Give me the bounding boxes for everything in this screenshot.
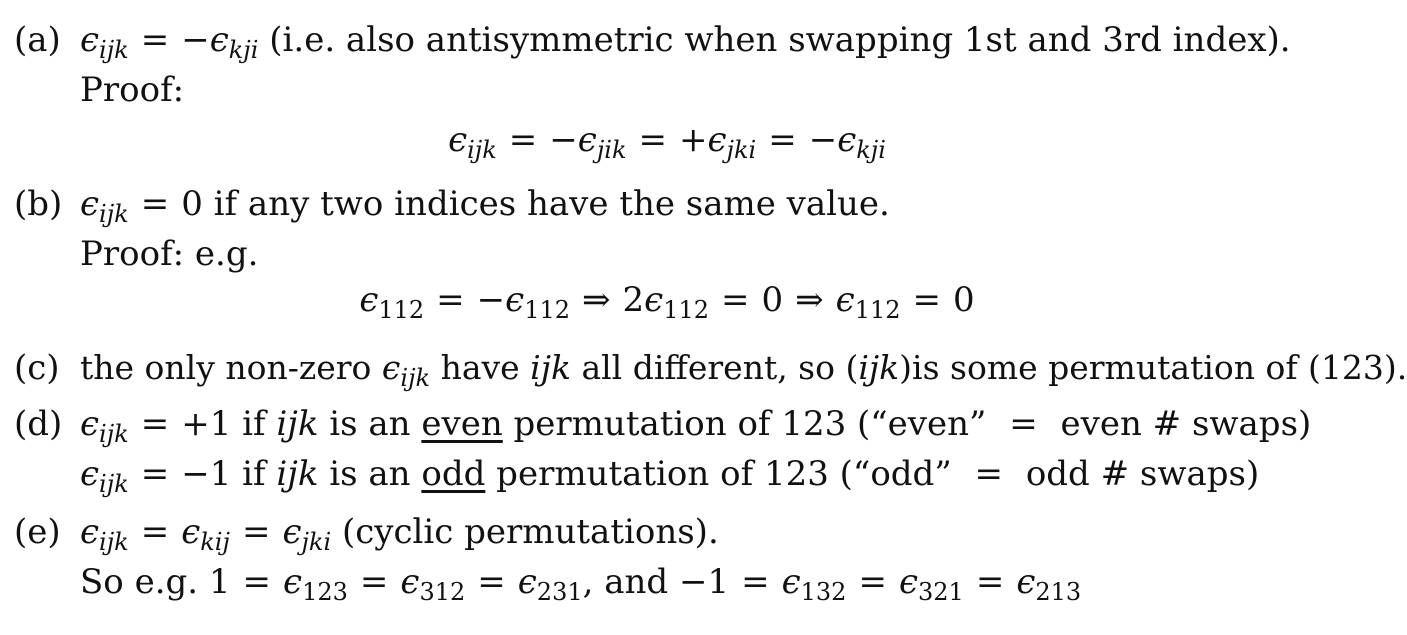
item-b-statement-text: if any two indices have the same value. [202,184,890,224]
item-b-equation: $\epsilon_{112} = -\epsilon_{112}$ ⇒ $2\epsilon_{112} = 0$ ⇒ $\epsilon_{112} = 0$ [359,280,975,324]
item-e-example: So e.g. $1 = \epsilon_{123} = \epsilon_{312} = \epsilon_{231}$, and $-1 = \epsilon_{132} = \epsilon_{321} = \epsilon_{213}$ [80,562,1082,606]
item-e-label: (e) [14,512,61,552]
item-d-statement-2: $\epsilon_{ijk} = -1$ if ijk is an odd permutation of 123 (“odd” = odd # swaps) [80,454,1260,498]
odd-underlined: odd [421,454,486,494]
even-underlined: even [421,404,503,444]
item-a-label: (a) [14,20,61,60]
item-c-statement: the only non-zero $\epsilon_{ijk}$ have ijk all different, so (ijk)is some permutation of (123). [80,348,1407,392]
item-a-statement: $\epsilon_{ijk} = -\epsilon_{kji}$ (i.e. also antisymmetric when swapping 1st and 3rd index). [80,20,1291,64]
item-a-equation: $\epsilon_{ijk} = -\epsilon_{jik} = +\epsilon_{jki} = -\epsilon_{kji}$ [448,120,886,164]
item-b-proof-label: Proof: e.g. [80,234,259,274]
item-a-statement-text: (i.e. also antisymmetric when swapping 1st and 3rd index). [258,20,1291,60]
item-b-statement: $\epsilon_{ijk} = 0$ if any two indices have the same value. [80,184,890,228]
item-b-label: (b) [14,184,63,224]
item-c-label: (c) [14,348,60,388]
item-e-statement: $\epsilon_{ijk} = \epsilon_{kij} = \epsilon_{jki}$ (cyclic permutations). [80,512,719,556]
item-d-label: (d) [14,404,63,444]
item-d-statement-1: $\epsilon_{ijk} = +1$ if ijk is an even permutation of 123 (“even” = even # swaps) [80,404,1312,448]
item-a-proof-label: Proof: [80,70,185,110]
